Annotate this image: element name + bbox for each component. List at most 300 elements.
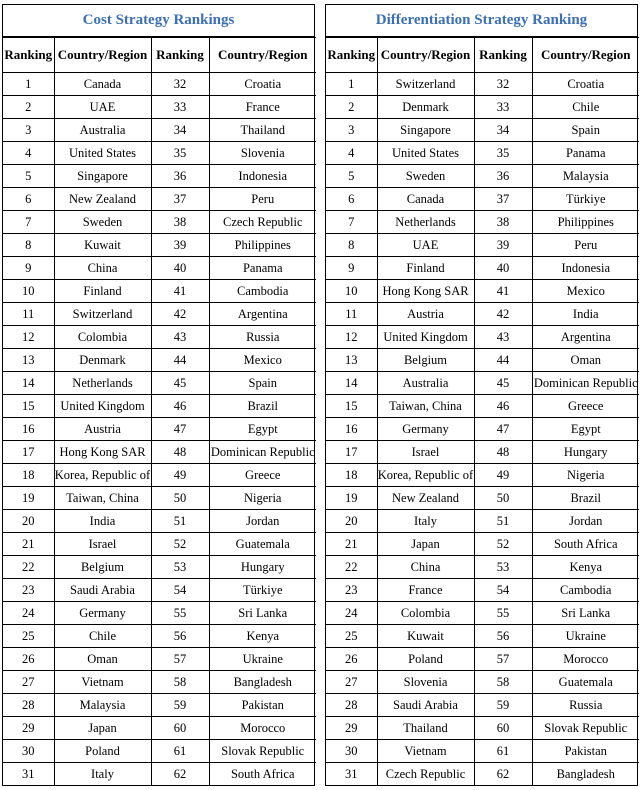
rank-cell: 60 (151, 717, 209, 740)
country-cell: Oman (54, 648, 151, 671)
country-cell: Belgium (377, 349, 474, 372)
differentiation-strategy-title: Differentiation Strategy Ranking (326, 5, 637, 37)
rank-cell: 38 (151, 211, 209, 234)
country-cell: Netherlands (377, 211, 474, 234)
rank-cell: 47 (151, 418, 209, 441)
rank-cell: 33 (151, 96, 209, 119)
rank-cell: 49 (474, 464, 532, 487)
rank-cell: 20 (3, 510, 54, 533)
rank-cell: 1 (326, 73, 377, 96)
country-cell: Sri Lanka (532, 602, 639, 625)
country-cell: Philippines (532, 211, 639, 234)
rank-cell: 30 (326, 740, 377, 763)
country-cell: Egypt (532, 418, 639, 441)
rank-cell: 17 (326, 441, 377, 464)
table-row (3, 648, 316, 671)
country-cell: Austria (377, 303, 474, 326)
table-row (326, 602, 639, 625)
rank-cell: 31 (326, 763, 377, 786)
rank-cell: 36 (474, 165, 532, 188)
cost-strategy-panel (2, 4, 315, 786)
country-cell: Argentina (209, 303, 316, 326)
rank-cell: 20 (326, 510, 377, 533)
country-cell: Peru (532, 234, 639, 257)
country-cell: Sweden (377, 165, 474, 188)
rank-cell: 34 (151, 119, 209, 142)
rank-cell: 42 (151, 303, 209, 326)
table-row (3, 326, 316, 349)
rank-cell: 29 (3, 717, 54, 740)
country-cell: Italy (377, 510, 474, 533)
table-row (3, 579, 316, 602)
country-cell: China (377, 556, 474, 579)
rank-cell: 42 (474, 303, 532, 326)
table-row (326, 556, 639, 579)
table-row (326, 96, 639, 119)
table-row (3, 533, 316, 556)
table-row (3, 372, 316, 395)
rank-cell: 24 (326, 602, 377, 625)
country-cell: Brazil (532, 487, 639, 510)
table-row (326, 303, 639, 326)
table-row (326, 326, 639, 349)
country-cell: Nigeria (209, 487, 316, 510)
rank-cell: 46 (151, 395, 209, 418)
rank-cell: 1 (3, 73, 54, 96)
table-row (326, 165, 639, 188)
rank-cell: 41 (474, 280, 532, 303)
country-cell: Dominican Republic (209, 441, 316, 464)
country-cell: Vietnam (377, 740, 474, 763)
table-row (3, 211, 316, 234)
header-ranking: Ranking (474, 38, 532, 73)
country-cell: Russia (532, 694, 639, 717)
country-cell: Switzerland (377, 73, 474, 96)
country-cell: Poland (377, 648, 474, 671)
rank-cell: 45 (151, 372, 209, 395)
country-cell: Australia (377, 372, 474, 395)
rank-cell: 43 (151, 326, 209, 349)
cost-strategy-title: Cost Strategy Rankings (3, 5, 314, 37)
header-country: Country/Region (532, 38, 639, 73)
country-cell: Thailand (209, 119, 316, 142)
country-cell: Slovenia (209, 142, 316, 165)
differentiation-table-body (326, 73, 639, 786)
rank-cell: 29 (326, 717, 377, 740)
country-cell: Ukraine (532, 625, 639, 648)
country-cell: Russia (209, 326, 316, 349)
table-row (3, 487, 316, 510)
table-row (326, 763, 639, 786)
country-cell: Spain (532, 119, 639, 142)
header-ranking: Ranking (326, 38, 377, 73)
cost-strategy-table (3, 37, 316, 785)
rank-cell: 44 (151, 349, 209, 372)
rank-cell: 52 (151, 533, 209, 556)
country-cell: Germany (377, 418, 474, 441)
header-country: Country/Region (377, 38, 474, 73)
rank-cell: 19 (326, 487, 377, 510)
differentiation-strategy-panel (325, 4, 638, 786)
table-row (3, 395, 316, 418)
country-cell: Italy (54, 763, 151, 786)
rank-cell: 55 (151, 602, 209, 625)
table-row (3, 234, 316, 257)
country-cell: Japan (377, 533, 474, 556)
rank-cell: 25 (3, 625, 54, 648)
rank-cell: 56 (151, 625, 209, 648)
rank-cell: 38 (474, 211, 532, 234)
rank-cell: 50 (151, 487, 209, 510)
country-cell: Kuwait (377, 625, 474, 648)
country-cell: Morocco (532, 648, 639, 671)
country-cell: United Kingdom (377, 326, 474, 349)
rank-cell: 11 (3, 303, 54, 326)
country-cell: Netherlands (54, 372, 151, 395)
rank-cell: 45 (474, 372, 532, 395)
table-row (3, 280, 316, 303)
table-row (326, 257, 639, 280)
country-cell: Switzerland (54, 303, 151, 326)
country-cell: Korea, Republic of (377, 464, 474, 487)
country-cell: Cambodia (209, 280, 316, 303)
country-cell: Israel (377, 441, 474, 464)
rank-cell: 12 (3, 326, 54, 349)
table-row (326, 234, 639, 257)
country-cell: Pakistan (209, 694, 316, 717)
rank-cell: 43 (474, 326, 532, 349)
country-cell: Jordan (209, 510, 316, 533)
rank-cell: 7 (326, 211, 377, 234)
rank-cell: 3 (3, 119, 54, 142)
rank-cell: 11 (326, 303, 377, 326)
differentiation-strategy-table (326, 37, 639, 785)
rank-cell: 4 (326, 142, 377, 165)
header-country: Country/Region (209, 38, 316, 73)
country-cell: Kenya (532, 556, 639, 579)
table-row (326, 464, 639, 487)
rank-cell: 21 (3, 533, 54, 556)
table-row (3, 303, 316, 326)
country-cell: Japan (54, 717, 151, 740)
header-ranking: Ranking (3, 38, 54, 73)
country-cell: Dominican Republic (532, 372, 639, 395)
table-row (3, 142, 316, 165)
country-cell: United Kingdom (54, 395, 151, 418)
rank-cell: 22 (326, 556, 377, 579)
country-cell: Bangladesh (532, 763, 639, 786)
table-row (3, 694, 316, 717)
country-cell: New Zealand (54, 188, 151, 211)
rank-cell: 59 (151, 694, 209, 717)
rank-cell: 8 (3, 234, 54, 257)
rank-cell: 32 (474, 73, 532, 96)
rank-cell: 10 (3, 280, 54, 303)
rank-cell: 15 (326, 395, 377, 418)
country-cell: Indonesia (209, 165, 316, 188)
country-cell: India (54, 510, 151, 533)
rank-cell: 51 (474, 510, 532, 533)
country-cell: Türkiye (209, 579, 316, 602)
country-cell: Czech Republic (377, 763, 474, 786)
rank-cell: 41 (151, 280, 209, 303)
rank-cell: 9 (3, 257, 54, 280)
header-row (3, 38, 316, 73)
country-cell: Slovak Republic (209, 740, 316, 763)
table-row (3, 556, 316, 579)
rank-cell: 7 (3, 211, 54, 234)
cost-table-body (3, 73, 316, 786)
table-row (3, 717, 316, 740)
country-cell: Belgium (54, 556, 151, 579)
table-row (326, 694, 639, 717)
table-row (326, 648, 639, 671)
rank-cell: 3 (326, 119, 377, 142)
rank-cell: 31 (3, 763, 54, 786)
country-cell: Croatia (209, 73, 316, 96)
country-cell: Canada (54, 73, 151, 96)
table-row (326, 740, 639, 763)
country-cell: Türkiye (532, 188, 639, 211)
rank-cell: 54 (474, 579, 532, 602)
rank-cell: 39 (474, 234, 532, 257)
rank-cell: 25 (326, 625, 377, 648)
rank-cell: 57 (474, 648, 532, 671)
country-cell: Spain (209, 372, 316, 395)
rank-cell: 21 (326, 533, 377, 556)
rank-cell: 40 (474, 257, 532, 280)
country-cell: Slovenia (377, 671, 474, 694)
table-row (3, 763, 316, 786)
country-cell: Singapore (377, 119, 474, 142)
country-cell: South Africa (209, 763, 316, 786)
country-cell: Czech Republic (209, 211, 316, 234)
rank-cell: 53 (474, 556, 532, 579)
rank-cell: 23 (3, 579, 54, 602)
rank-cell: 62 (151, 763, 209, 786)
country-cell: Saudi Arabia (54, 579, 151, 602)
country-cell: Korea, Republic of (54, 464, 151, 487)
table-row (3, 602, 316, 625)
country-cell: Mexico (209, 349, 316, 372)
table-row (3, 165, 316, 188)
table-row (3, 119, 316, 142)
table-row (3, 257, 316, 280)
country-cell: Guatemala (532, 671, 639, 694)
table-row (326, 73, 639, 96)
country-cell: Chile (54, 625, 151, 648)
table-row (3, 441, 316, 464)
country-cell: India (532, 303, 639, 326)
table-row (326, 211, 639, 234)
rank-cell: 50 (474, 487, 532, 510)
country-cell: Canada (377, 188, 474, 211)
rank-cell: 34 (474, 119, 532, 142)
rank-cell: 5 (3, 165, 54, 188)
rank-cell: 30 (3, 740, 54, 763)
rank-cell: 62 (474, 763, 532, 786)
country-cell: Poland (54, 740, 151, 763)
rank-cell: 39 (151, 234, 209, 257)
country-cell: Egypt (209, 418, 316, 441)
table-row (3, 625, 316, 648)
rank-cell: 9 (326, 257, 377, 280)
rank-cell: 33 (474, 96, 532, 119)
country-cell: Jordan (532, 510, 639, 533)
rank-cell: 37 (474, 188, 532, 211)
table-row (326, 625, 639, 648)
rank-cell: 6 (3, 188, 54, 211)
rank-cell: 52 (474, 533, 532, 556)
rank-cell: 19 (3, 487, 54, 510)
rank-cell: 15 (3, 395, 54, 418)
country-cell: Cambodia (532, 579, 639, 602)
rank-cell: 14 (3, 372, 54, 395)
country-cell: UAE (54, 96, 151, 119)
rank-cell: 48 (151, 441, 209, 464)
country-cell: Finland (54, 280, 151, 303)
country-cell: Saudi Arabia (377, 694, 474, 717)
country-cell: Philippines (209, 234, 316, 257)
table-row (326, 671, 639, 694)
rank-cell: 55 (474, 602, 532, 625)
table-row (3, 510, 316, 533)
country-cell: China (54, 257, 151, 280)
country-cell: Slovak Republic (532, 717, 639, 740)
country-cell: Panama (532, 142, 639, 165)
country-cell: Vietnam (54, 671, 151, 694)
rank-cell: 16 (326, 418, 377, 441)
country-cell: Hungary (532, 441, 639, 464)
rank-cell: 18 (3, 464, 54, 487)
country-cell: Sweden (54, 211, 151, 234)
table-row (3, 349, 316, 372)
country-cell: Australia (54, 119, 151, 142)
rank-cell: 18 (326, 464, 377, 487)
rank-cell: 60 (474, 717, 532, 740)
country-cell: Hong Kong SAR (377, 280, 474, 303)
country-cell: Oman (532, 349, 639, 372)
rank-cell: 59 (474, 694, 532, 717)
country-cell: South Africa (532, 533, 639, 556)
rank-cell: 27 (326, 671, 377, 694)
table-row (326, 142, 639, 165)
rank-cell: 61 (151, 740, 209, 763)
rank-cell: 61 (474, 740, 532, 763)
country-cell: Finland (377, 257, 474, 280)
table-row (326, 717, 639, 740)
rank-cell: 44 (474, 349, 532, 372)
rank-cell: 57 (151, 648, 209, 671)
country-cell: Denmark (377, 96, 474, 119)
country-cell: Nigeria (532, 464, 639, 487)
table-row (3, 418, 316, 441)
country-cell: France (377, 579, 474, 602)
country-cell: Thailand (377, 717, 474, 740)
country-cell: Germany (54, 602, 151, 625)
rank-cell: 16 (3, 418, 54, 441)
rank-cell: 35 (474, 142, 532, 165)
country-cell: United States (54, 142, 151, 165)
country-cell: Panama (209, 257, 316, 280)
table-row (3, 740, 316, 763)
rank-cell: 49 (151, 464, 209, 487)
country-cell: Taiwan, China (54, 487, 151, 510)
country-cell: Argentina (532, 326, 639, 349)
country-cell: Israel (54, 533, 151, 556)
table-row (3, 671, 316, 694)
table-row (326, 579, 639, 602)
country-cell: Colombia (54, 326, 151, 349)
rank-cell: 36 (151, 165, 209, 188)
rank-cell: 4 (3, 142, 54, 165)
table-row (3, 464, 316, 487)
country-cell: Brazil (209, 395, 316, 418)
rank-cell: 13 (326, 349, 377, 372)
country-cell: Kuwait (54, 234, 151, 257)
country-cell: Indonesia (532, 257, 639, 280)
table-row (3, 73, 316, 96)
country-cell: France (209, 96, 316, 119)
table-row (326, 188, 639, 211)
country-cell: Chile (532, 96, 639, 119)
country-cell: New Zealand (377, 487, 474, 510)
rank-cell: 28 (326, 694, 377, 717)
country-cell: Kenya (209, 625, 316, 648)
country-cell: Colombia (377, 602, 474, 625)
rank-cell: 10 (326, 280, 377, 303)
country-cell: Hungary (209, 556, 316, 579)
rank-cell: 23 (326, 579, 377, 602)
rank-cell: 48 (474, 441, 532, 464)
country-cell: Croatia (532, 73, 639, 96)
table-row (326, 349, 639, 372)
header-row (326, 38, 639, 73)
table-row (326, 510, 639, 533)
country-cell: Morocco (209, 717, 316, 740)
table-row (326, 487, 639, 510)
rank-cell: 40 (151, 257, 209, 280)
country-cell: Pakistan (532, 740, 639, 763)
country-cell: Greece (209, 464, 316, 487)
rank-cell: 28 (3, 694, 54, 717)
country-cell: Hong Kong SAR (54, 441, 151, 464)
country-cell: Guatemala (209, 533, 316, 556)
table-row (326, 395, 639, 418)
country-cell: Denmark (54, 349, 151, 372)
rank-cell: 35 (151, 142, 209, 165)
rank-cell: 53 (151, 556, 209, 579)
table-row (326, 372, 639, 395)
country-cell: Austria (54, 418, 151, 441)
rank-cell: 8 (326, 234, 377, 257)
country-cell: Greece (532, 395, 639, 418)
header-ranking: Ranking (151, 38, 209, 73)
rank-cell: 2 (3, 96, 54, 119)
rank-cell: 24 (3, 602, 54, 625)
rank-cell: 37 (151, 188, 209, 211)
table-row (326, 119, 639, 142)
country-cell: Malaysia (532, 165, 639, 188)
rank-cell: 47 (474, 418, 532, 441)
rank-cell: 12 (326, 326, 377, 349)
country-cell: Bangladesh (209, 671, 316, 694)
country-cell: Ukraine (209, 648, 316, 671)
country-cell: Mexico (532, 280, 639, 303)
country-cell: Taiwan, China (377, 395, 474, 418)
rank-cell: 17 (3, 441, 54, 464)
rank-cell: 22 (3, 556, 54, 579)
